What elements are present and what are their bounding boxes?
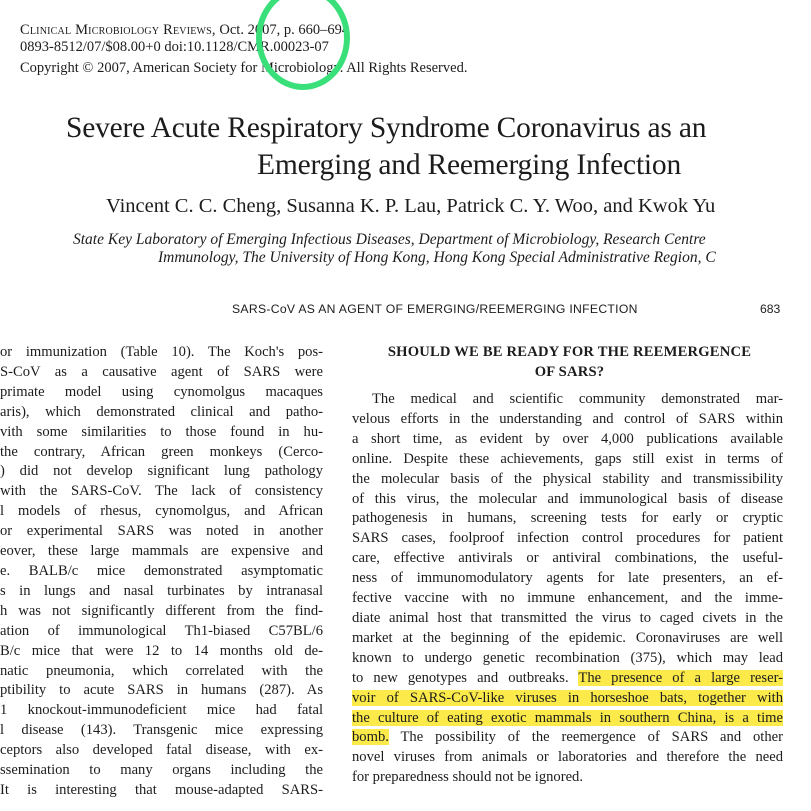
text-line: a short time, as evident by over 4,000 publications available bbox=[352, 430, 783, 447]
article-title-line-1: Severe Acute Respiratory Syndrome Coronavirus as an bbox=[66, 112, 707, 144]
highlighted-text: voir of SARS-CoV-like viruses in horseshoe bats, together with bbox=[352, 689, 783, 706]
text-line: vith some similarities to those found in hu- bbox=[0, 423, 323, 440]
text-line: velous efforts in the understanding and control of SARS within bbox=[352, 410, 783, 427]
text-line: known to undergo genetic recombination (375), which may lead bbox=[352, 649, 783, 666]
highlighted-text: the culture of eating exotic mammals in southern China, is a time bbox=[352, 709, 783, 726]
article-title-line-2: Emerging and Reemerging Infection bbox=[257, 149, 682, 181]
text-line: B/c mice that were 12 to 14 months old de- bbox=[0, 642, 323, 659]
plain-text: The possibility of the reemergence of SARS and other bbox=[388, 729, 783, 746]
text-line: market at the beginning of the epidemic. Coronaviruses are well bbox=[352, 629, 783, 646]
text-line: or experimental SARS was noted in another bbox=[0, 523, 323, 540]
journal-name: Clinical Microbiology Reviews, bbox=[20, 22, 216, 38]
text-line: for preparedness should not be ignored. bbox=[352, 769, 584, 786]
text-line: the molecular basis of the physical stability and transmissibility bbox=[352, 470, 783, 487]
text-line: with the SARS-CoV. The lack of consistency bbox=[0, 483, 323, 500]
text-line: ness of immunomodulatory agents for late presenters, an ef- bbox=[352, 570, 783, 587]
text-line: ation of immunological Th1-biased C57BL/6 bbox=[0, 622, 323, 639]
text-line: eover, these large mammals are expensive and bbox=[0, 543, 323, 560]
text-line: online. Despite these achievements, gaps still exist in terms of bbox=[352, 450, 783, 467]
left-column-text bbox=[0, 343, 323, 801]
text-line: aris), which demonstrated clinical and patho- bbox=[0, 403, 323, 420]
text-line-highlighted bbox=[352, 728, 783, 748]
text-line: l disease (143). Transgenic mice expressing bbox=[0, 722, 323, 739]
text-line: diate animal host that transmitted the virus to caged civets in the bbox=[352, 609, 783, 626]
author-list: Vincent C. C. Cheng, Susanna K. P. Lau, Patrick C. Y. Woo, and Kwok Yu bbox=[106, 195, 716, 217]
highlighted-text: The presence of a large reser- bbox=[578, 669, 783, 686]
highlighted-text: bomb. bbox=[352, 729, 389, 746]
text-line: ptibility to acute SARS in humans (287). As bbox=[0, 682, 323, 699]
copyright-line: Copyright © 2007, American Society for Microbiology. All Rights Reserved. bbox=[20, 60, 468, 76]
running-head: SARS-CoV AS AN AGENT OF EMERGING/REEMERGING INFECTION bbox=[232, 302, 638, 316]
text-line: S-CoV as a causative agent of SARS were bbox=[0, 363, 323, 380]
text-line-highlighted bbox=[352, 689, 783, 709]
section-heading-line-2: OF SARS? bbox=[534, 363, 605, 380]
journal-date: Oct. 2007, p. 660–694 bbox=[219, 22, 350, 38]
section-heading-line-1: SHOULD WE BE READY FOR THE REEMERGENCE bbox=[387, 344, 752, 360]
text-line: ceptors also developed fatal disease, with ex- bbox=[0, 742, 323, 759]
affiliation-line-2: Immunology, The University of Hong Kong, Hong Kong Special Administrative Region, C bbox=[158, 249, 716, 266]
text-line: e. BALB/c mice demonstrated asymptomatic bbox=[0, 562, 323, 579]
text-line-highlighted bbox=[352, 669, 783, 689]
text-line-highlighted bbox=[352, 709, 783, 729]
text-line: novel viruses from animals or laboratories and therefore the need bbox=[352, 749, 783, 766]
citation-line: 0893-8512/07/$08.00+0 doi:10.1128/CMR.00023-07 bbox=[20, 39, 329, 55]
text-line: or immunization (Table 10). The Koch's pos- bbox=[0, 344, 323, 360]
text-line: s in lungs and nasal turbinates by intranasal bbox=[0, 582, 323, 599]
page-number: 683 bbox=[760, 302, 781, 316]
text-line: care, effective antivirals or antiviral combinations, the useful- bbox=[352, 550, 783, 567]
text-line: SARS cases, foolproof infection control procedures for patient bbox=[352, 530, 783, 547]
text-line: pathogenesis in humans, screening tests for early or cryptic bbox=[352, 510, 783, 527]
text-line: primate model using cynomolgus macaques bbox=[0, 383, 323, 400]
section-heading bbox=[352, 343, 787, 382]
text-line: It is interesting that mouse-adapted SARS- bbox=[0, 781, 323, 798]
text-line: ssemination to many organs including the bbox=[0, 762, 323, 779]
text-line: natic pneumonia, which correlated with the bbox=[0, 662, 323, 679]
text-line: ) did not develop significant lung pathology bbox=[0, 463, 323, 480]
text-line: The medical and scientific community demonstrated mar- bbox=[372, 391, 783, 407]
affiliation-line-1: State Key Laboratory of Emerging Infectious Diseases, Department of Microbiology, Research Centre bbox=[73, 231, 706, 248]
text-line: l models of rhesus, cynomolgus, and African bbox=[0, 503, 323, 520]
plain-text: to new genotypes and outbreaks. bbox=[352, 669, 579, 686]
right-column-text bbox=[352, 390, 783, 788]
text-line: fective vaccine with no immune enhancement, and the imme- bbox=[352, 590, 783, 607]
text-line: 1 knockout-immunodeficient mice had fatal bbox=[0, 702, 323, 719]
text-line: of this virus, the molecular and immunological basis of disease bbox=[352, 490, 783, 507]
text-line: h was not significantly different from the find- bbox=[0, 602, 323, 619]
text-line: the contrary, African green monkeys (Cerco- bbox=[0, 443, 323, 460]
